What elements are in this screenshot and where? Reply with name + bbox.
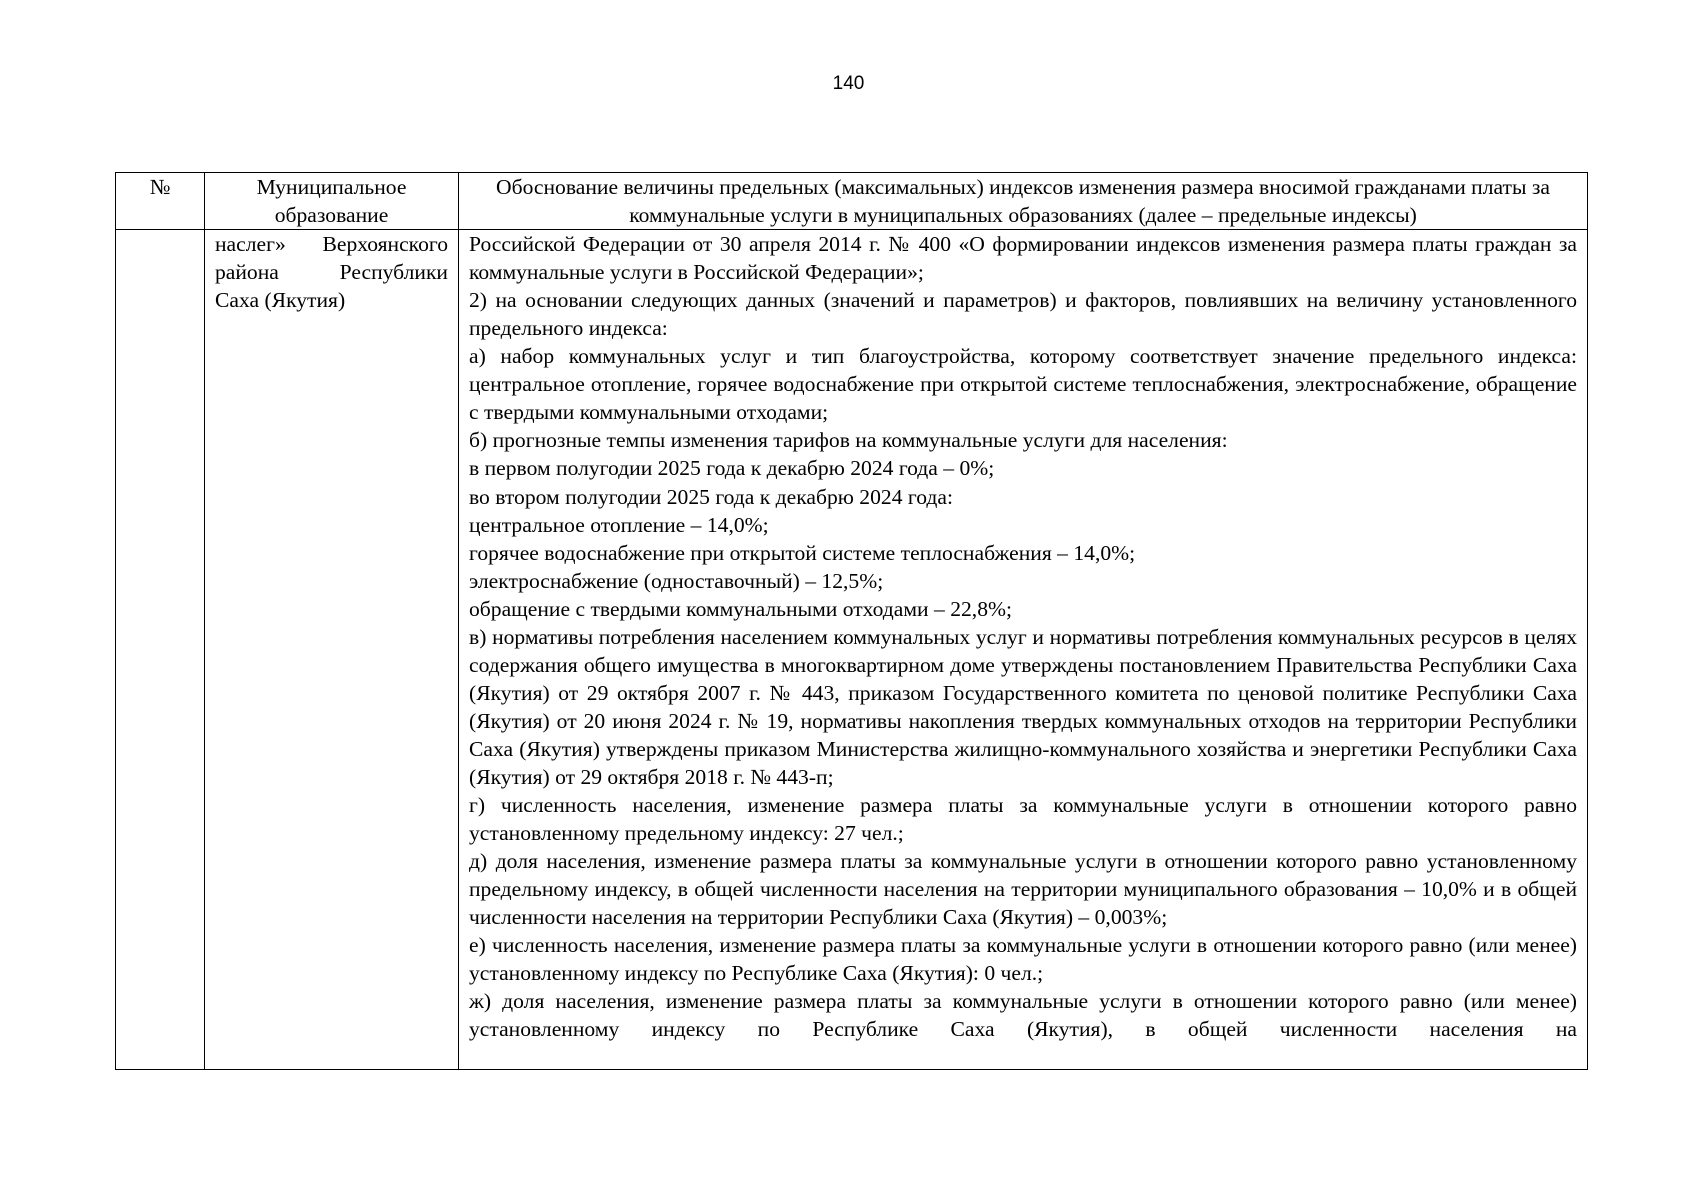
- table-header-row: [116, 173, 1588, 230]
- justification-paragraph: в первом полугодии 2025 года к декабрю 2024 года – 0%;: [469, 456, 995, 481]
- header-number: №: [116, 173, 205, 230]
- municipality-line: района Республики: [215, 260, 448, 285]
- justification-paragraph: г) численность населения, изменение размера платы за коммунальные услуги в отношении которого равно установленному предельному индексу: 27 чел.;: [469, 793, 1577, 846]
- justification-paragraph: в) нормативы потребления населением коммунальных услуг и нормативы потребления коммунальных ресурсов в целях содержания общего имущества в многоквартирном доме утверждены постановлением Правительства Республики Саха (Якутия) от 29 октября 2007 г. № 443, приказом Государственного комитета по ценовой политике Республики Саха (Якутия) от 20 июня 2024 г. № 19, нормативы накопления твердых коммунальных отходов на территории Республики Саха (Якутия) утверждены приказом Министерства жилищно-коммунального хозяйства и энергетики Республики Саха (Якутия) от 29 октября 2018 г. № 443-п;: [469, 624, 1577, 789]
- justification-paragraph: горячее водоснабжение при открытой системе теплоснабжения – 14,0%;: [469, 540, 1136, 565]
- justification-paragraph: Российской Федерации от 30 апреля 2014 г. № 400 «О формировании индексов изменения размера платы граждан за коммунальные услуги в Российской Федерации»;: [469, 232, 1577, 285]
- justification-paragraph: а) набор коммунальных услуг и тип благоустройства, которому соответствует значение предельного индекса: центральное отопление, горячее водоснабжение при открытой системе теплоснабжения, электроснабжение, обращение с твердыми коммунальными отходами;: [469, 344, 1577, 425]
- justification-paragraph: б) прогнозные темпы изменения тарифов на коммунальные услуги для населения:: [469, 428, 1228, 453]
- cell-number: [116, 230, 205, 1070]
- municipality-line: наслег» Верхоянского: [215, 232, 448, 257]
- justification-paragraph: ж) доля населения, изменение размера платы за коммунальные услуги в отношении которого равно (или менее) установленному индексу по Республике Саха (Якутия), в общей численности населения на: [469, 989, 1577, 1042]
- municipality-line: Саха (Якутия): [215, 288, 346, 313]
- justification-paragraph: обращение с твердыми коммунальными отходами – 22,8%;: [469, 596, 1012, 621]
- header-municipality: Муниципальное образование: [205, 173, 459, 230]
- justification-paragraph: е) численность населения, изменение размера платы за коммунальные услуги в отношении которого равно (или менее) установленному индексу по Республике Саха (Якутия): 0 чел.;: [469, 933, 1577, 986]
- cell-municipality: [205, 230, 459, 1070]
- header-justification: Обоснование величины предельных (максимальных) индексов изменения размера вносимой гражданами платы за коммунальные услуги в муниципальных образованиях (далее – предельные индексы): [459, 173, 1588, 230]
- justification-paragraph: 2) на основании следующих данных (значений и параметров) и факторов, повлиявших на величину установленного предельного индекса:: [469, 288, 1577, 341]
- cell-justification: [459, 230, 1588, 1070]
- page-number: 140: [832, 73, 865, 94]
- table-row: [116, 230, 1588, 1070]
- justification-paragraph: центральное отопление – 14,0%;: [469, 512, 769, 537]
- justification-table: [115, 172, 1588, 1070]
- justification-paragraph: во втором полугодии 2025 года к декабрю 2024 года:: [469, 484, 953, 509]
- justification-paragraph: д) доля населения, изменение размера платы за коммунальные услуги в отношении которого равно установленному предельному индексу, в общей численности населения на территории муниципального образования – 10,0% и в общей численности населения на территории Республики Саха (Якутия) – 0,003%;: [469, 849, 1577, 930]
- justification-paragraph: электроснабжение (одноставочный) – 12,5%;: [469, 568, 884, 593]
